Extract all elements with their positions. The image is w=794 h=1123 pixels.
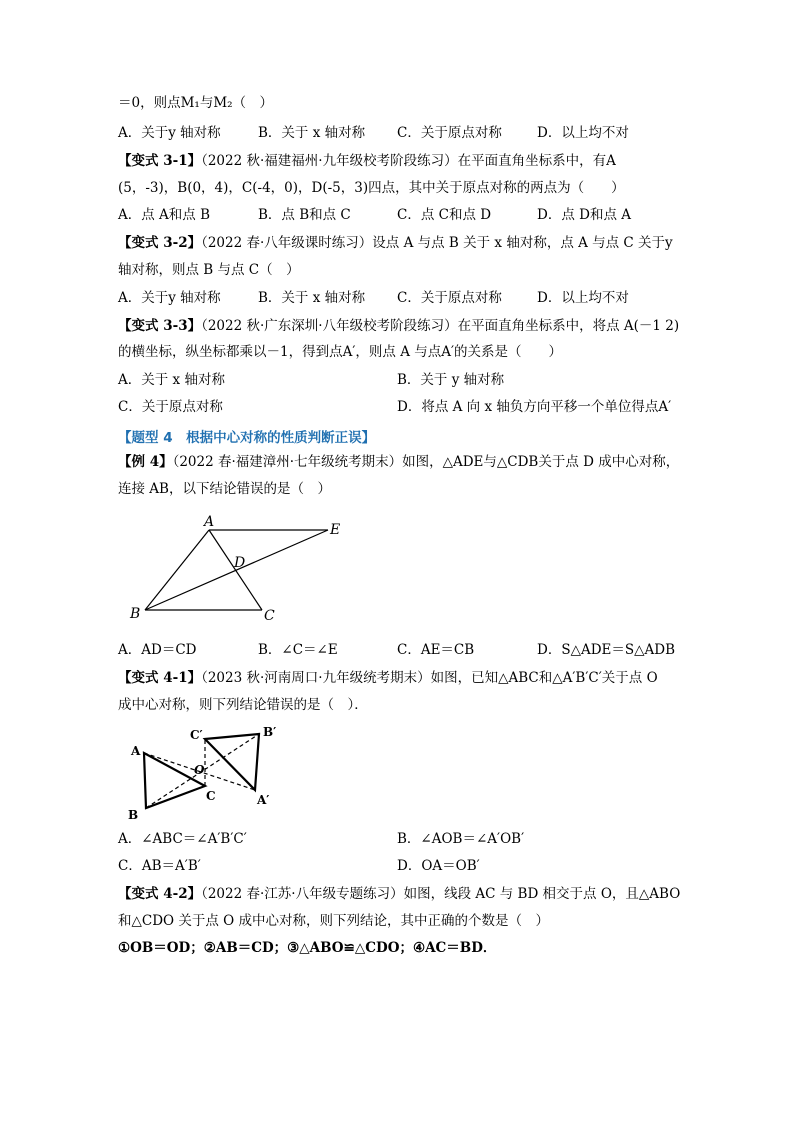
vertex-label-c: C: [264, 608, 275, 624]
variant-3-1-stem-line1: 【变式 3-1】（2022 秋·福建福州·九年级校考阶段练习）在平面直角坐标系中，有A: [118, 153, 616, 169]
vertex-label-e: E: [330, 522, 341, 538]
variant-4-2-statements: ①OB＝OD；②AB＝CD；③△ABO≌△CDO；④AC＝BD．: [118, 940, 497, 956]
option-d: D．以上均不对: [537, 125, 629, 141]
variant-3-3-stem-line1: 【变式 3-3】（2022 秋·广东深圳·八年级校考阶段练习）在平面直角坐标系中，将点 A(－1 2): [118, 318, 680, 334]
vertex-label-b: B: [128, 808, 139, 822]
option-d: D．点 D和点 A: [537, 207, 631, 223]
vertex-label-b-prime: B′: [263, 725, 277, 739]
vertex-label-a: A: [131, 744, 141, 758]
variant-4-2-stem-line2: 和△CDO 关于点 O 成中心对称，则下列结论，其中正确的个数是（ ）: [118, 913, 550, 929]
variant-tag: 【变式 3-2】: [118, 235, 202, 251]
option-a: A．关于 x 轴对称: [118, 372, 225, 388]
option-c: C．关于原点对称: [118, 399, 223, 415]
option-a: A．点 A和点 B: [118, 207, 211, 223]
center-label-o: O: [194, 763, 205, 777]
variant-tag: 【变式 3-3】: [118, 318, 202, 334]
option-a: A．AD＝CD: [118, 642, 197, 658]
option-c: C．点 C和点 D: [397, 207, 492, 223]
variant-3-1-stem-line2: (5，-3)，B(0，4)，C(-4，0)，D(-5，3)四点，其中关于原点对称的两点为（ ）: [118, 180, 625, 196]
variant-3-2-stem-line1: 【变式 3-2】（2022 春·八年级课时练习）设点 A 与点 B 关于 x 轴对称，点 A 与点 C 关于y: [118, 235, 673, 251]
vertex-label-d: D: [234, 555, 246, 571]
example-4-stem-line2: 连接 AB，以下结论错误的是（ ）: [118, 481, 331, 497]
vertex-label-a-prime: A′: [257, 793, 270, 807]
variant-3-3-stem-line2: 的横坐标，纵坐标都乘以－1，得到点A′，则点 A 与点A′的关系是（ ）: [118, 344, 563, 360]
topic-4-heading: 【题型 4 根据中心对称的性质判断正误】: [118, 430, 376, 446]
option-d: D．以上均不对: [537, 290, 629, 306]
option-d: D．S△ADE＝S△ADB: [537, 642, 676, 658]
option-d: D．OA＝OB′: [397, 858, 480, 874]
vertex-label-c: C: [206, 789, 216, 803]
variant-tag: 【变式 3-1】: [118, 153, 202, 169]
vertex-label-b: B: [130, 606, 141, 622]
example-4-stem-line1: 【例 4】（2022 春·福建漳州·七年级统考期末）如图，△ADE与△CDB关于点 D 成中心对称，: [118, 454, 680, 470]
option-b: B．关于 x 轴对称: [258, 290, 366, 306]
option-a: A．关于y 轴对称: [118, 125, 221, 141]
example-tag: 【例 4】: [118, 454, 173, 470]
vertex-label-c-prime: C′: [190, 728, 203, 742]
variant-4-1-stem-line2: 成中心对称，则下列结论错误的是（ ）．: [118, 697, 368, 713]
option-c: C．关于原点对称: [397, 125, 502, 141]
variant-tag: 【变式 4-2】: [118, 886, 202, 902]
vertex-label-a: A: [204, 514, 215, 530]
variant-4-1-stem-line1: 【变式 4-1】（2023 秋·河南周口·九年级统考期末）如图，已知△ABC和△A′B′C′关于点 O: [118, 670, 658, 686]
option-b: B．关于 y 轴对称: [397, 372, 505, 388]
question-stem-tail: ＝0，则点M₁与M₂（ ）: [118, 95, 274, 111]
variant-tag: 【变式 4-1】: [118, 670, 202, 686]
option-c: C．AB＝A′B′: [118, 858, 201, 874]
option-a: A．关于y 轴对称: [118, 290, 221, 306]
option-b: B．∠C＝∠E: [258, 642, 338, 658]
option-b: B．关于 x 轴对称: [258, 125, 366, 141]
example-4-figure: [118, 510, 358, 628]
option-c: C．AE＝CB: [397, 642, 475, 658]
option-d: D．将点 A 向 x 轴负方向平移一个单位得点A′: [397, 399, 672, 415]
variant-4-1-figure: [118, 722, 288, 824]
option-b: B．∠AOB＝∠A′OB′: [397, 831, 525, 847]
option-b: B．点 B和点 C: [258, 207, 351, 223]
option-c: C．关于原点对称: [397, 290, 502, 306]
variant-3-2-stem-line2: 轴对称，则点 B 与点 C（ ）: [118, 262, 300, 278]
option-a: A．∠ABC＝∠A′B′C′: [118, 831, 247, 847]
variant-4-2-stem-line1: 【变式 4-2】（2022 春·江苏·八年级专题练习）如图，线段 AC 与 BD 相交于点 O，且△ABO: [118, 886, 681, 902]
